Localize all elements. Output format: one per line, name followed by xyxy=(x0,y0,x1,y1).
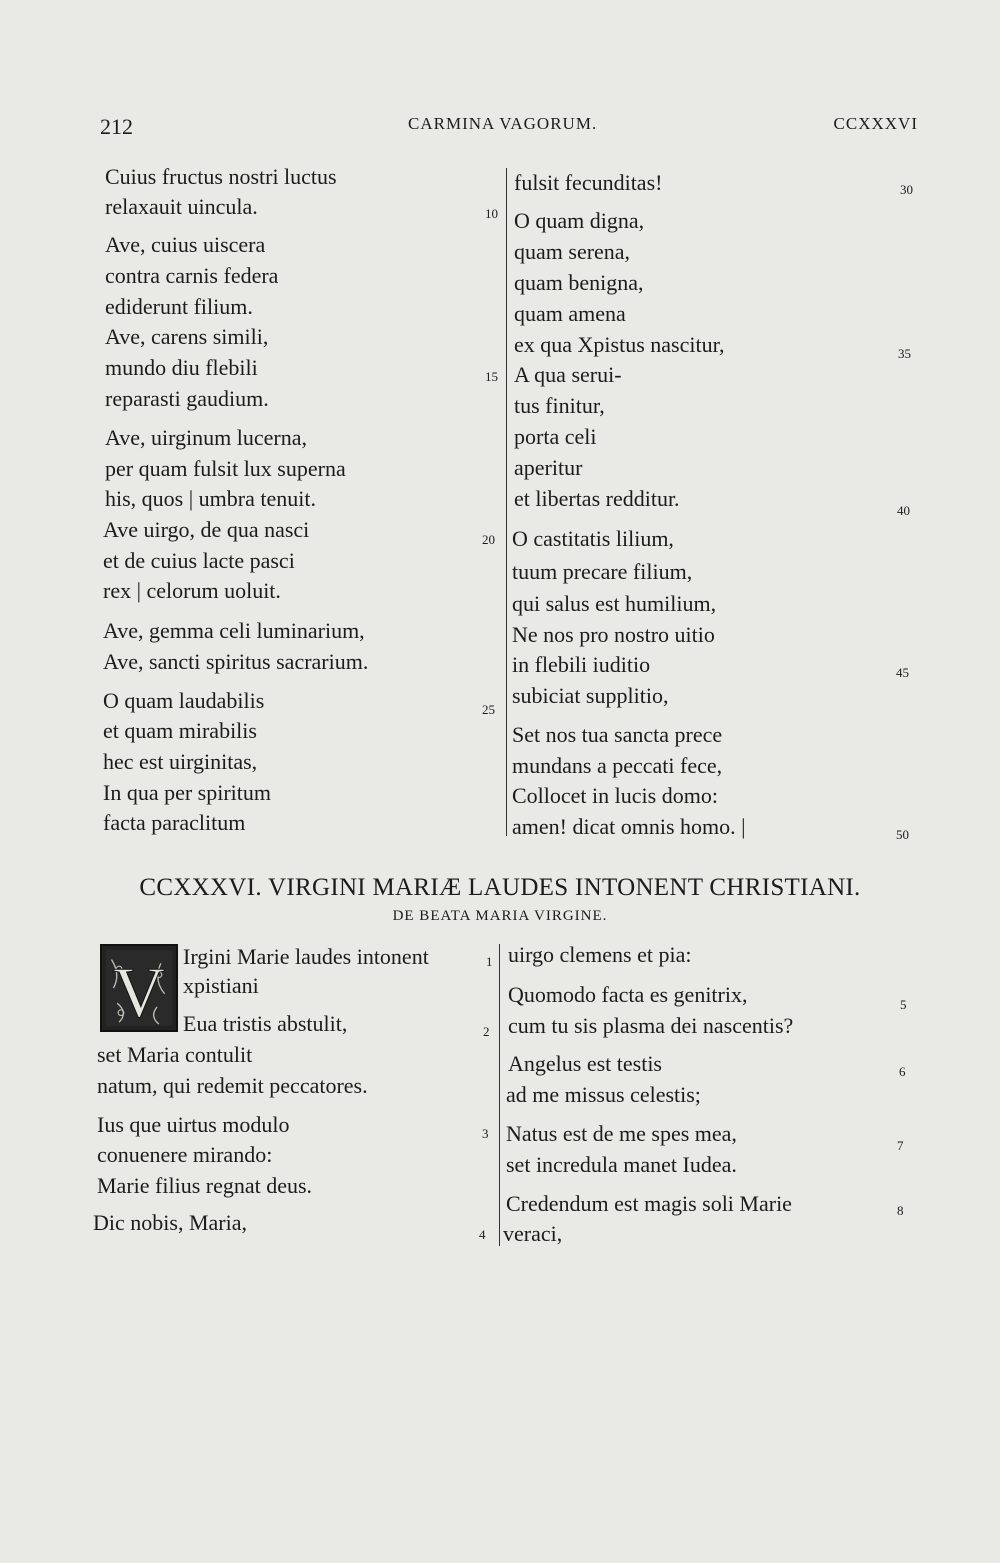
verse-line: Collocet in lucis domo: xyxy=(512,783,718,808)
verse-line: Set nos tua sancta prece xyxy=(512,722,723,747)
verse-line: rex | celorum uoluit. xyxy=(103,578,281,603)
verse-line: Natus est de me spes mea, xyxy=(506,1121,737,1146)
verse-line: et quam mirabilis xyxy=(103,718,257,743)
verse-line: conuenere mirando: xyxy=(97,1142,273,1167)
line-number: 30 xyxy=(900,182,913,197)
running-title: CARMINA VAGORUM. xyxy=(408,114,598,133)
decorated-initial-letter xyxy=(100,944,178,1032)
line-number: 4 xyxy=(479,1227,486,1242)
page-number: 212 xyxy=(100,114,133,139)
line-number: 6 xyxy=(899,1064,906,1079)
verse-line: Quomodo facta es genitrix, xyxy=(508,982,748,1007)
svg-text:V: V xyxy=(112,952,166,1030)
verse-line: hec est uirginitas, xyxy=(103,749,258,774)
verse-line: natum, qui redemit peccatores. xyxy=(97,1073,368,1098)
verse-line: O quam digna, xyxy=(514,208,645,233)
verse-line: O castitatis lilium, xyxy=(512,526,674,551)
line-number: 3 xyxy=(482,1126,489,1141)
verse-line: porta celi xyxy=(514,424,597,449)
verse-line: cum tu sis plasma dei nascentis? xyxy=(508,1013,794,1038)
verse-line: quam benigna, xyxy=(514,270,644,295)
verse-line: veraci, xyxy=(503,1221,563,1246)
line-number: 35 xyxy=(898,346,911,361)
ornamental-initial-icon xyxy=(102,946,176,1030)
verse-line: Ave, uirginum lucerna, xyxy=(105,425,308,450)
verse-line: aperitur xyxy=(514,455,583,480)
line-number: 15 xyxy=(485,369,498,384)
verse-line: Ave, sancti spiritus sacrarium. xyxy=(103,649,369,674)
section-number: CCXXXVI xyxy=(833,114,918,133)
verse-line: Cuius fructus nostri luctus xyxy=(105,164,337,189)
verse-line: facta paraclitum xyxy=(103,810,246,835)
top-column-divider xyxy=(506,168,507,836)
verse-line: Ave, cuius uiscera xyxy=(105,232,266,257)
verse-line: subiciat supplitio, xyxy=(512,683,669,708)
verse-line: In qua per spiritum xyxy=(103,780,272,805)
verse-line: Angelus est testis xyxy=(508,1051,662,1076)
verse-line: Ne nos pro nostro uitio xyxy=(512,622,715,647)
verse-line: amen! dicat omnis homo. | xyxy=(512,814,746,839)
verse-line: mundo diu flebili xyxy=(105,355,258,380)
verse-line: tuum precare filium, xyxy=(512,559,693,584)
verse-line: Eua tristis abstulit, xyxy=(183,1011,348,1036)
line-number: 1 xyxy=(486,954,493,969)
line-number: 50 xyxy=(896,827,909,842)
line-number: 20 xyxy=(482,532,495,547)
verse-line: ad me missus celestis; xyxy=(506,1082,701,1107)
verse-line: Dic nobis, Maria, xyxy=(93,1210,247,1235)
verse-line: Ave, gemma celi luminarium, xyxy=(103,618,365,643)
verse-line: O quam laudabilis xyxy=(103,688,265,713)
verse-line: Marie filius regnat deus. xyxy=(97,1173,313,1198)
poem-subtitle: DE BEATA MARIA VIRGINE. xyxy=(392,908,608,924)
line-number: 7 xyxy=(897,1138,904,1153)
line-number: 8 xyxy=(897,1203,904,1218)
verse-line: qui salus est humilium, xyxy=(512,591,717,616)
verse-line: et de cuius lacte pasci xyxy=(103,548,295,573)
verse-line: his, quos | umbra tenuit. xyxy=(105,486,316,511)
verse-line: reparasti gaudium. xyxy=(105,386,269,411)
verse-line: Irgini Marie laudes intonent xyxy=(183,944,429,969)
verse-line: et libertas redditur. xyxy=(514,486,680,511)
line-number: 2 xyxy=(483,1024,490,1039)
verse-line: Ave, carens simili, xyxy=(105,324,269,349)
line-number: 10 xyxy=(485,206,498,221)
verse-line: xpistiani xyxy=(183,973,259,998)
verse-line: ex qua Xpistus nascitur, xyxy=(514,332,725,357)
verse-line: Credendum est magis soli Marie xyxy=(506,1191,792,1216)
verse-line: set Maria contulit xyxy=(97,1042,253,1067)
verse-line: per quam fulsit lux superna xyxy=(105,456,346,481)
verse-line: fulsit fecunditas! xyxy=(514,170,663,195)
poem-title: CCXXXVI. VIRGINI MARIÆ LAUDES INTONENT CHRISTIANI. xyxy=(139,874,861,901)
verse-line: in flebili iuditio xyxy=(512,652,651,677)
verse-line: tus finitur, xyxy=(514,393,605,418)
verse-line: Ius que uirtus modulo xyxy=(97,1112,290,1137)
verse-line: A qua serui- xyxy=(514,362,622,387)
verse-line: quam serena, xyxy=(514,239,631,264)
verse-line: set incredula manet Iudea. xyxy=(506,1152,737,1177)
bottom-column-divider xyxy=(499,944,500,1246)
verse-line: mundans a peccati fece, xyxy=(512,753,723,778)
line-number: 25 xyxy=(482,702,495,717)
verse-line: relaxauit uincula. xyxy=(105,194,258,219)
verse-line: Ave uirgo, de qua nasci xyxy=(103,517,310,542)
verse-line: ediderunt filium. xyxy=(105,294,253,319)
line-number: 45 xyxy=(896,665,909,680)
line-number: 40 xyxy=(897,503,910,518)
verse-line: quam amena xyxy=(514,301,626,326)
verse-line: uirgo clemens et pia: xyxy=(508,942,692,967)
verse-line: contra carnis federa xyxy=(105,263,279,288)
line-number: 5 xyxy=(900,997,907,1012)
